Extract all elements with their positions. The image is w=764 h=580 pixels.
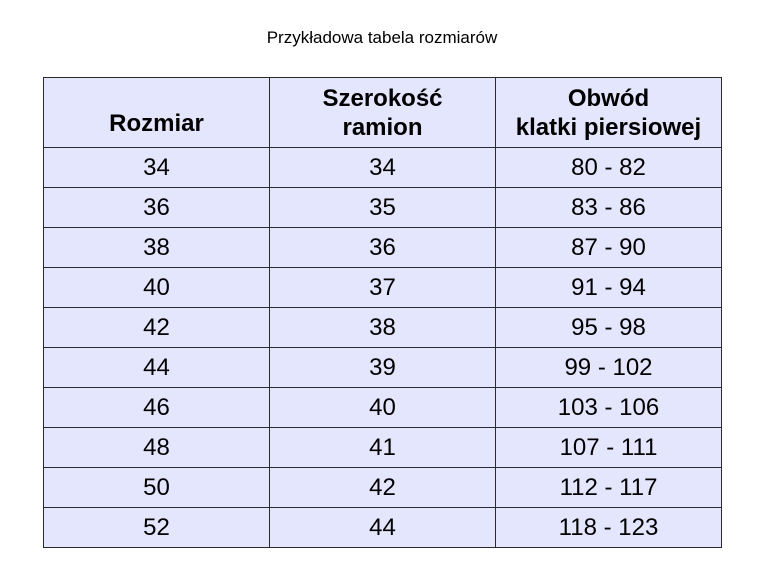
header-size (44, 78, 270, 148)
table-row (44, 228, 722, 268)
cell-chest: 107 - 111 (496, 428, 722, 468)
cell-shoulder: 36 (270, 228, 496, 268)
cell-size: 42 (44, 308, 270, 348)
table-row (44, 188, 722, 228)
cell-chest: 95 - 98 (496, 308, 722, 348)
cell-size: 36 (44, 188, 270, 228)
header-chest-line1: Obwód (567, 84, 650, 112)
cell-size: 38 (44, 228, 270, 268)
header-chest-line2: klatki piersiowej (515, 113, 702, 141)
table-header-row (44, 78, 722, 148)
table-row (44, 148, 722, 188)
cell-shoulder: 39 (270, 348, 496, 388)
table-row (44, 388, 722, 428)
cell-chest: 87 - 90 (496, 228, 722, 268)
cell-size: 34 (44, 148, 270, 188)
table-row (44, 428, 722, 468)
cell-shoulder: 35 (270, 188, 496, 228)
cell-shoulder: 44 (270, 508, 496, 548)
cell-size: 50 (44, 468, 270, 508)
cell-size: 40 (44, 268, 270, 308)
cell-chest: 112 - 117 (496, 468, 722, 508)
table-row (44, 268, 722, 308)
cell-chest: 99 - 102 (496, 348, 722, 388)
cell-chest: 91 - 94 (496, 268, 722, 308)
table-row (44, 468, 722, 508)
cell-chest: 80 - 82 (496, 148, 722, 188)
header-chest-circumference (496, 78, 722, 148)
cell-size: 44 (44, 348, 270, 388)
cell-shoulder: 38 (270, 308, 496, 348)
cell-size: 52 (44, 508, 270, 548)
cell-chest: 118 - 123 (496, 508, 722, 548)
header-size-label: Rozmiar (109, 110, 204, 137)
size-table (43, 77, 722, 548)
table-row (44, 508, 722, 548)
cell-shoulder: 34 (270, 148, 496, 188)
cell-shoulder: 41 (270, 428, 496, 468)
cell-shoulder: 40 (270, 388, 496, 428)
table-row (44, 308, 722, 348)
cell-size: 46 (44, 388, 270, 428)
cell-shoulder: 37 (270, 268, 496, 308)
cell-shoulder: 42 (270, 468, 496, 508)
cell-chest: 83 - 86 (496, 188, 722, 228)
table-row (44, 348, 722, 388)
page-title: Przykładowa tabela rozmiarów (266, 28, 498, 47)
header-shoulder-line2: ramion (342, 113, 423, 141)
header-shoulder-line1: Szerokość (322, 84, 443, 112)
cell-chest: 103 - 106 (496, 388, 722, 428)
cell-size: 48 (44, 428, 270, 468)
header-shoulder-width (270, 78, 496, 148)
